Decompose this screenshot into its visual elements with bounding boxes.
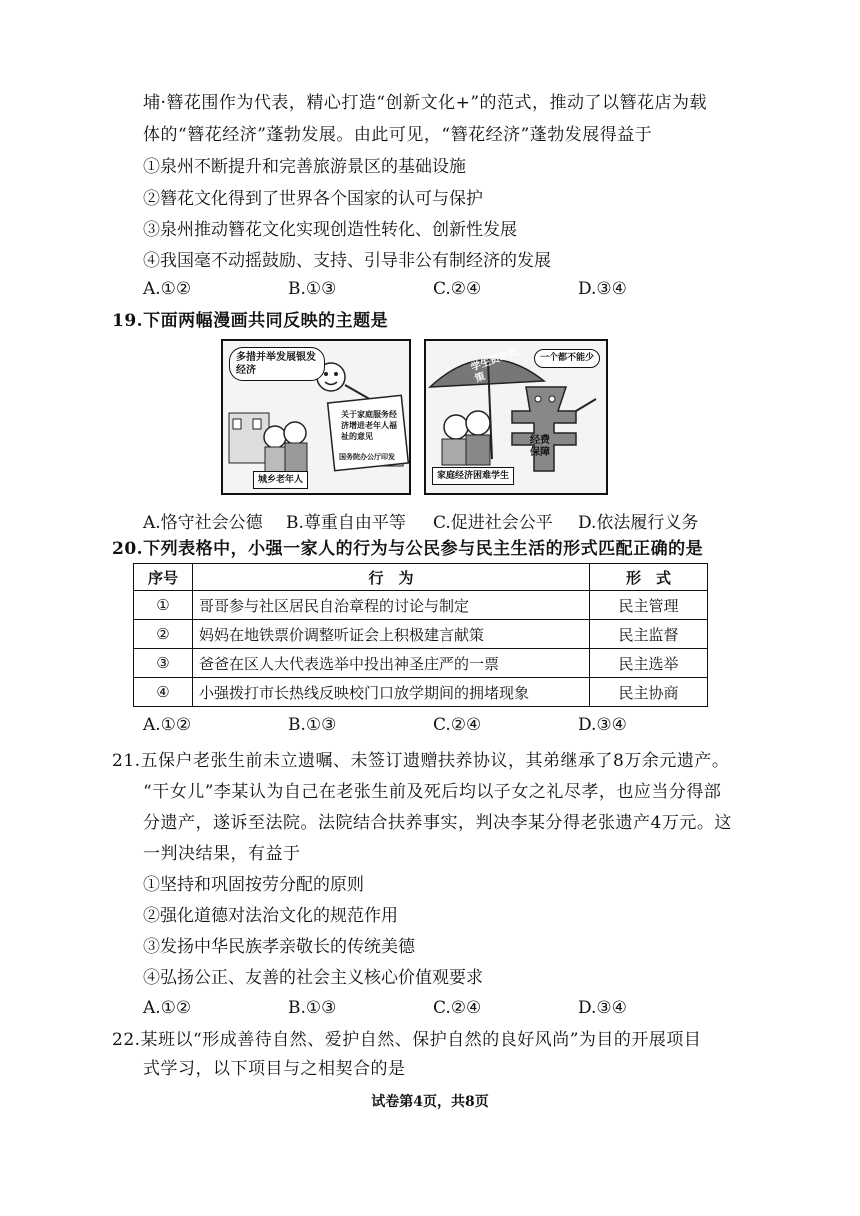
table-header-row: [134, 564, 708, 591]
table-header-index: 序号: [134, 564, 193, 591]
q20-choice-a[interactable]: A.①②: [143, 715, 192, 735]
q19-choice-d[interactable]: D.依法履行义务: [578, 513, 699, 533]
row-form: 民主协商: [590, 678, 708, 707]
q21-stem-line-3: 分遗产，遂诉至法院。法院结合扶养事实，判决李某分得老张遗产4万元。这: [143, 813, 732, 833]
q21-stem-line-2: “干女儿”李某认为自己在老张生前及死后均以子女之礼尽孝，也应当分得部: [143, 782, 722, 802]
cartoon-right-bubble: 一个都不能少: [534, 349, 600, 368]
row-index: ③: [134, 649, 193, 678]
q21-stem-line-1: 21.五保户老张生前未立遗嘱、未签订遗赠扶养协议，其弟继承了8万余元遗产。: [112, 751, 730, 771]
q18-option-2: ②簪花文化得到了世界各个国家的认可与保护: [143, 189, 483, 209]
q19-choice-a[interactable]: A.恪守社会公德: [143, 513, 263, 533]
table-row: [134, 620, 708, 649]
table-row: [134, 649, 708, 678]
q18-option-3: ③泉州推动簪花文化实现创造性转化、创新性发展: [143, 220, 517, 240]
q18-option-4: ④我国毫不动摇鼓励、支持、引导非公有制经济的发展: [143, 251, 551, 271]
q19-title: 19.下面两幅漫画共同反映的主题是: [112, 311, 389, 331]
q18-option-1: ①泉州不断提升和完善旅游景区的基础设施: [143, 157, 466, 177]
cartoon-silver-economy: [221, 339, 411, 495]
row-action: 爸爸在区人大代表选举中投出神圣庄严的一票: [193, 649, 590, 678]
cartoon-left-footer-tag: 城乡老年人: [253, 471, 308, 489]
q21-option-1: ①坚持和巩固按劳分配的原则: [143, 875, 364, 895]
q18-choice-b[interactable]: B.①③: [288, 279, 337, 299]
q21-choice-d[interactable]: D.③④: [578, 998, 627, 1018]
row-form: 民主管理: [590, 591, 708, 620]
q22-stem-line-2: 式学习，以下项目与之相契合的是: [143, 1059, 406, 1079]
row-action: 小强拨打市长热线反映校门口放学期间的拥堵现象: [193, 678, 590, 707]
q19-choice-c[interactable]: C.促进社会公平: [433, 513, 553, 533]
row-action: 哥哥参与社区居民自治章程的讨论与制定: [193, 591, 590, 620]
q19-choices: [143, 508, 723, 532]
q21-choices: [143, 998, 723, 1022]
q21-choice-a[interactable]: A.①②: [143, 998, 192, 1018]
row-index: ①: [134, 591, 193, 620]
row-index: ②: [134, 620, 193, 649]
cartoon-right-base-label: 家庭经济困难学生: [432, 467, 514, 485]
q21-stem-line-4: 一判决结果，有益于: [143, 844, 301, 864]
q21-choice-c[interactable]: C.②④: [433, 998, 482, 1018]
table-header-form: 形 式: [590, 564, 708, 591]
row-index: ④: [134, 678, 193, 707]
q20-choice-c[interactable]: C.②④: [433, 715, 482, 735]
q21-option-4: ④弘扬公正、友善的社会主义核心价值观要求: [143, 968, 483, 988]
row-form: 民主监督: [590, 620, 708, 649]
q20-title: 20.下列表格中，小强一家人的行为与公民参与民主生活的形式匹配正确的是: [112, 539, 704, 559]
table-row: [134, 591, 708, 620]
q18-stem-line-2: 体的“簪花经济”蓬勃发展。由此可见，“簪花经济”蓬勃发展得益于: [143, 125, 653, 145]
cartoon-right-money-label: 经费保障: [530, 435, 550, 458]
q18-stem-line-1: 埔·簪花围作为代表，精心打造“创新文化+”的范式，推动了以簪花店为载: [143, 93, 708, 113]
q21-option-2: ②强化道德对法治文化的规范作用: [143, 906, 398, 926]
q20-choices: [143, 715, 723, 739]
q18-choice-c[interactable]: C.②④: [433, 279, 482, 299]
table-header-action: 行 为: [193, 564, 590, 591]
cartoon-left-small-tag: 国务院办公厅印发: [339, 453, 395, 461]
table-row: [134, 678, 708, 707]
q18-choice-d[interactable]: D.③④: [578, 279, 627, 299]
q22-stem-line-1: 22.某班以“形成善待自然、爱护自然、保护自然的良好风尚”为目的开展项目: [112, 1030, 702, 1050]
q20-choice-d[interactable]: D.③④: [578, 715, 627, 735]
cartoon-left-bubble: 多措并举发展银发经济: [229, 347, 325, 381]
q21-option-3: ③发扬中华民族孝亲敬长的传统美德: [143, 937, 415, 957]
page-footer: 试卷第4页，共8页: [371, 1094, 489, 1110]
q20-choice-b[interactable]: B.①③: [288, 715, 337, 735]
q19-choice-b[interactable]: B.尊重自由平等: [286, 513, 406, 533]
cartoon-left-sign: 关于家庭服务经济增进老年人福祉的意见: [341, 410, 397, 441]
row-form: 民主选举: [590, 649, 708, 678]
q21-choice-b[interactable]: B.①③: [288, 998, 337, 1018]
q20-table: [133, 563, 708, 707]
row-action: 妈妈在地铁票价调整听证会上积极建言献策: [193, 620, 590, 649]
cartoon-right-umbrella-label: 学生资助政策: [469, 346, 521, 385]
q18-choices: [143, 279, 723, 303]
cartoon-student-aid: [424, 339, 608, 495]
q18-choice-a[interactable]: A.①②: [143, 279, 192, 299]
